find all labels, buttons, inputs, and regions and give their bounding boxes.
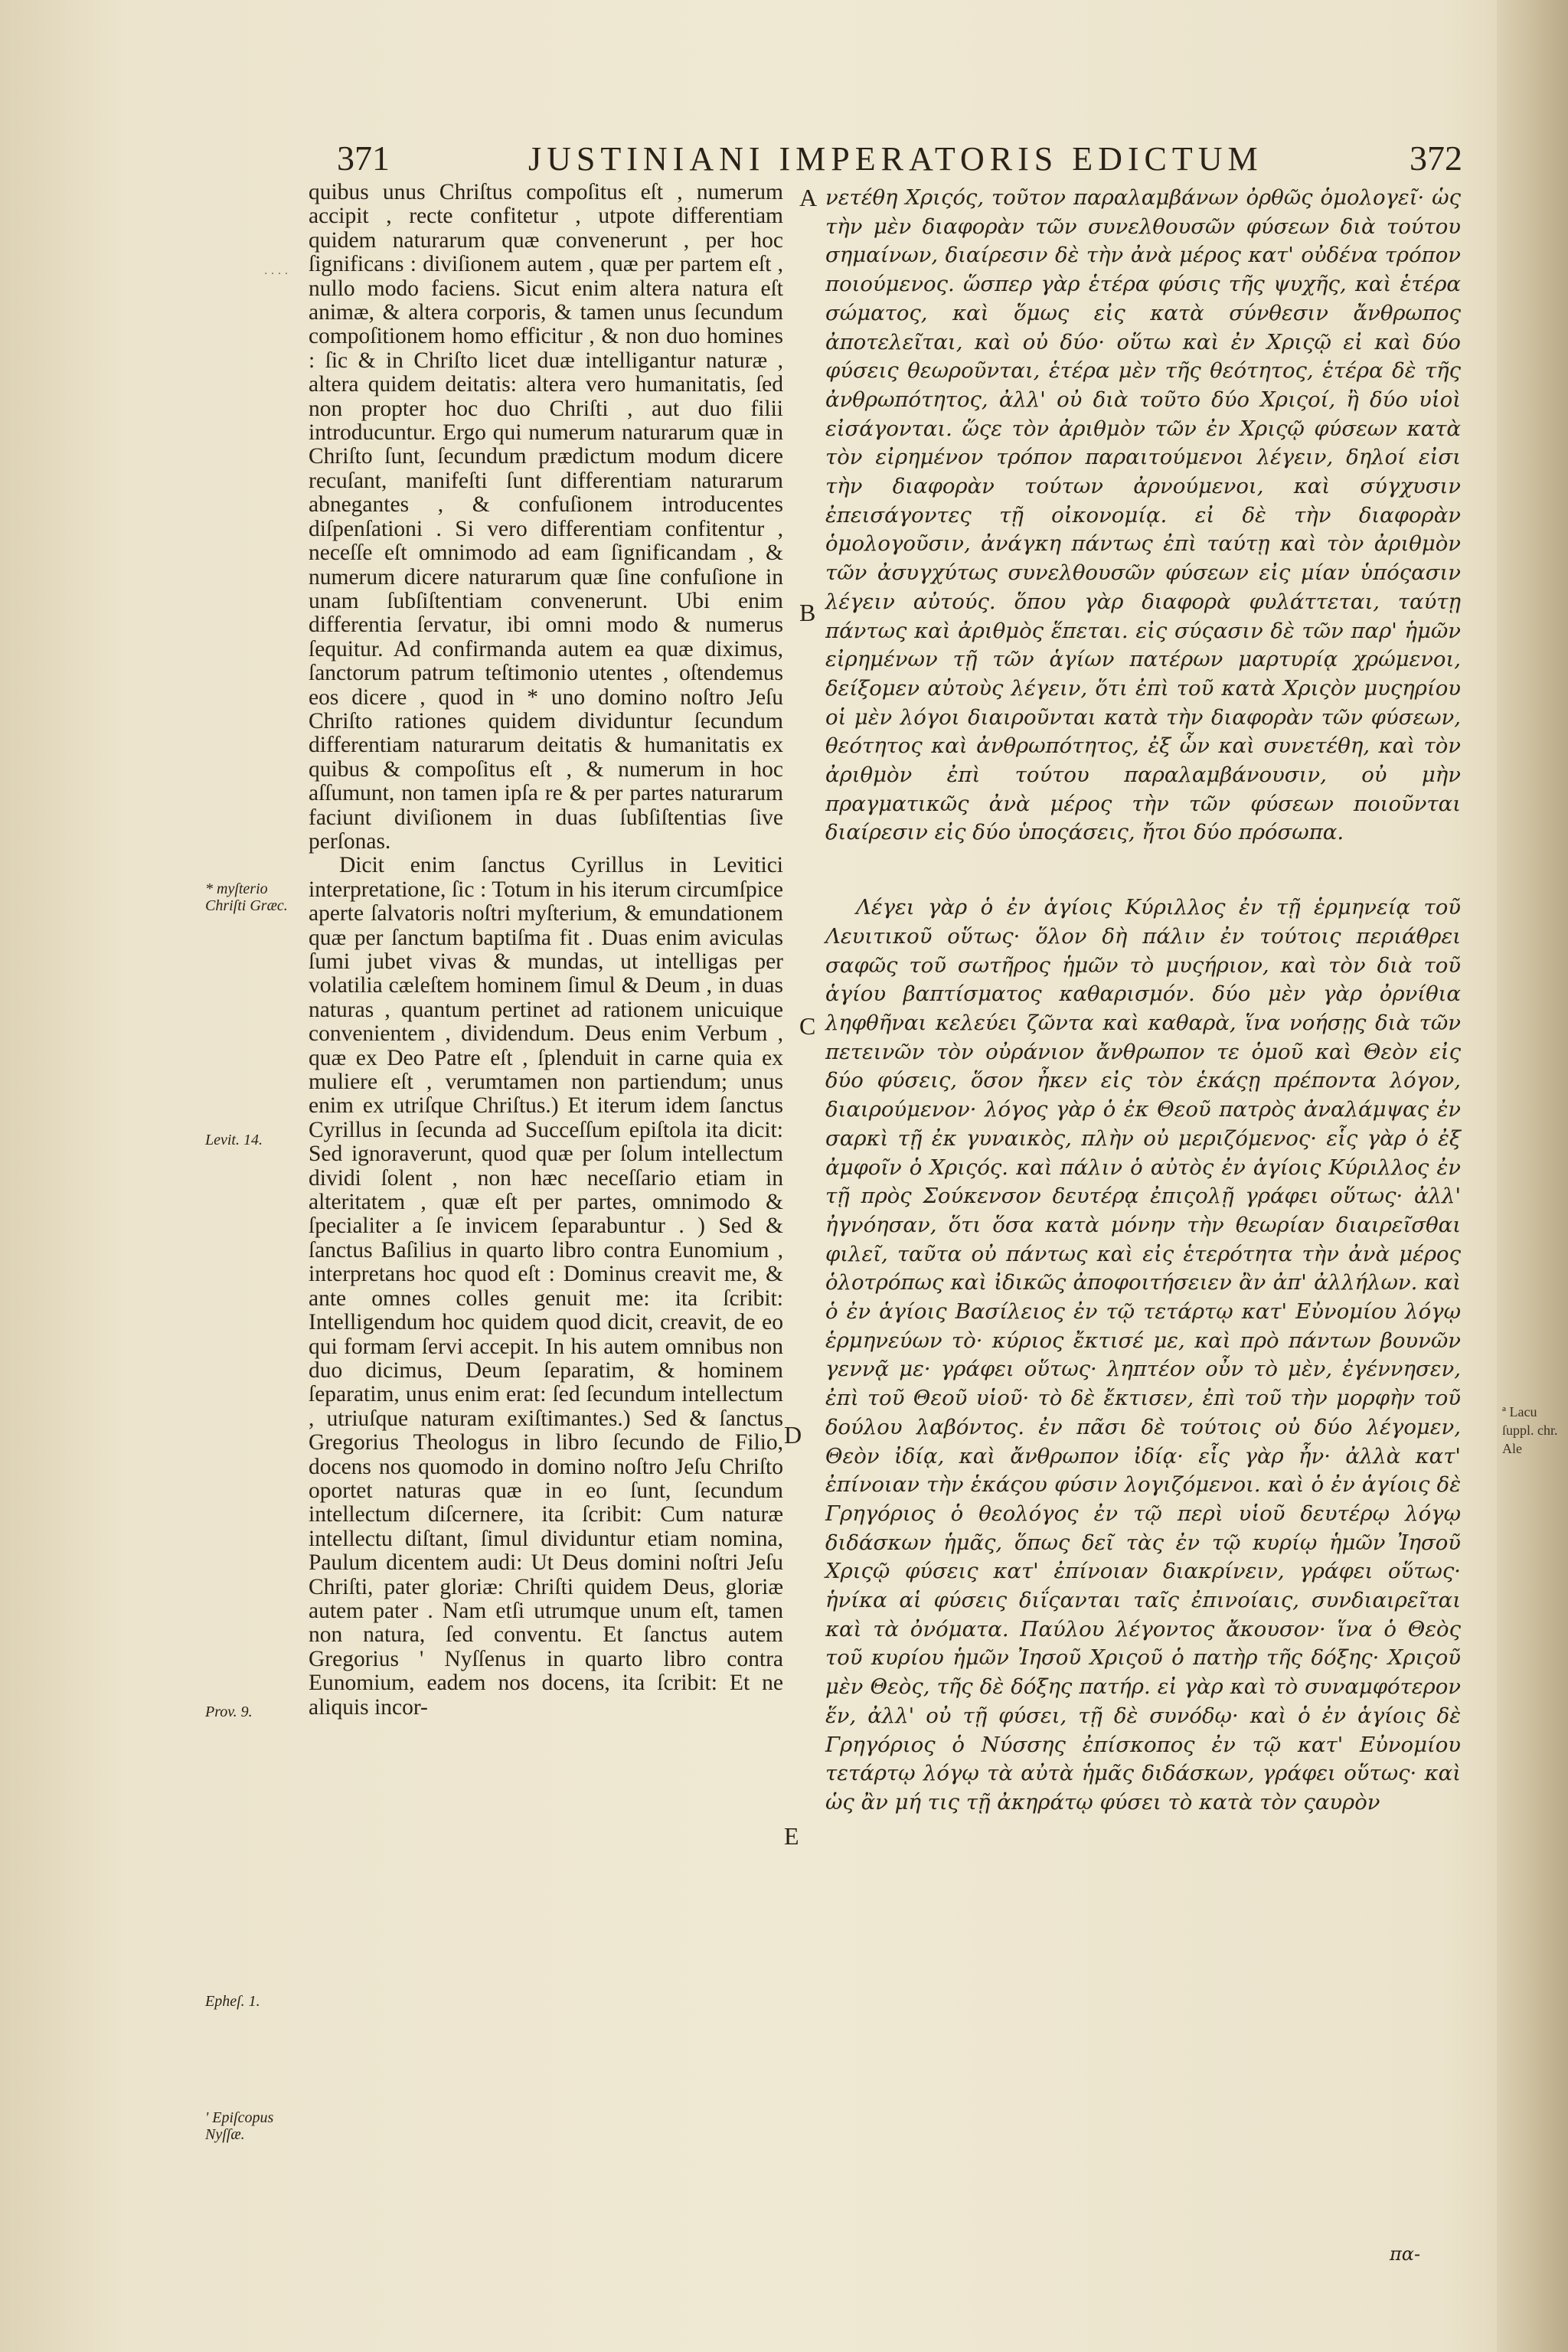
section-letter-c: C [799, 1012, 816, 1040]
greek-paragraph: νετέθη Χριςός, τοῦτον παραλαμβάνων ὀρθῶς ὁμολογεῖ· ὡς τὴν μὲν διαφορὰν τῶν συνελθουσῶν φύσεων διὰ τούτου σημαίνων, διαίρεσιν δὲ τὴν ἀνὰ μέρος κατ' οὐδένα τρόπον ποιούμενος. ὥσπερ γὰρ ἑτέρα φύσις τῆς ψυχῆς, καὶ ἑτέρα σώματος, καὶ ὅμως εἰς κατὰ σύνθεσιν ἄνθρωπος ἀποτελεῖται, καὶ οὐ δύο· οὕτω καὶ ἐν Χριςῷ εἰ καὶ δύο φύσεις θεωροῦνται, ἑτέρα μὲν τῆς θεότητος, ἑτέρα δὲ τῆς ἀνθρωπότητος, ἀλλ' οὐ διὰ τοῦτο δύο Χριςοί, ἢ δύο υἱοὶ εἰσάγονται. ὥςε τὸν ἀριθμὸν τῶν ἐν Χριςῷ φύσεων κατὰ τὸν εἰρημένον τρόπον παραιτούμενοι λέγειν, δηλοί εἰσι τὴν διαφορὰν τούτων ἀρνούμενοι, καὶ σύγχυσιν ἐπεισάγοντες τῇ οἰκονομίᾳ. εἰ δὲ τὴν διαφορὰν ὁμολογοῦσιν, ἀνάγκη πάντως ἐπὶ ταύτῃ καὶ τὸν ἀριθμὸν τῶν ἀσυγχύτως συνελθουσῶν φύσεων εἰς μίαν ὑπόςασιν λέγειν αὐτούς. ὅπου γὰρ διαφορὰ φυλάττεται, ταύτῃ πάντως καὶ ἀριθμὸς ἕπεται. εἰς σύςασιν δὲ τῶν παρ' ἡμῶν εἰρημένων τῇ τῶν ἁγίων πατέρων μαρτυρίᾳ χρώμενοι, δείξομεν αὐτοὺς λέγειν, ὅτι ἐπὶ τοῦ κατὰ Χριςὸν μυςηρίου οἱ μὲν λόγοι διαιροῦνται κατὰ τὴν διαφορὰν τῶν φύσεων, θεότητος καὶ ἀνθρωπότητος, ἐξ ὧν καὶ συνετέθη, καὶ τὸν ἀριθμὸν ἐπὶ τούτου παραλαμβάνουσιν, οὐ μὴν πραγματικῶς ἀνὰ μέρος τὴν τῶν φύσεων ποιοῦνται διαίρεσιν εἰς δύο ὑποςάσεις, ἤτοι δύο πρόσωπα. [825, 185, 1461, 845]
latin-paragraph: Dicit enim ſanctus Cyrillus in Levitici interpretatione, ſic : Totum in his iterum circumſpice aperte ſalvatoris noſtri myſterium, & emundationem quæ per ſanctum baptiſma fit . Duas enim aviculas ſumi jubet vivas & mundas, ut intelligas per volatilia cæleſtem hominem ſimul & Deum , in duas naturas , quantum pertinet ad rationem unicuique convenientem , dividendum. Deus enim Verbum , quæ ex Deo Patre eſt , ſplenduit in carne quia ex muliere eſt , verumtamen non partiendum; unus enim ex utriſque Chriſtus.) Et iterum idem ſanctus Cyrillus in ſecunda ad Succeſſum epiſtola ita dicit: Sed ignoraverunt, quod quæ per ſolum intellectum dividi ſolent , non hæc neceſſario etiam in alteritatem , quæ eſt per partes, omnimodo & ſpecialiter a ſe invicem ſeparabuntur . ) Sed & ſanctus Baſilius in quarto libro contra Eunomium , interpretans hoc quod eſt : Dominus creavit me, & ante omnes colles genuit me: ita ſcribit: Intelligendum hoc quidem quod dicit, creavit, de eo qui formam ſervi accepit. In his autem omnibus non duo dicimus, Deum ſeparatim, & hominem ſeparatim, unus enim erat: ſed ſecundum intellectum , utriuſque naturam exiſtimantes.) Sed & ſanctus Gregorius Theologus in libro ſecundo de Filio, docens nos quomodo in domino noſtro Jeſu Chriſto oportet naturas quæ in eo ſunt, ſecundum intellectum diſcernere, ita ſcribit: Cum naturæ intellectu diſtant, ſimul dividuntur etiam nomina, Paulum dicentem audi: Ut Deus domini noſtri Jeſu Chriſti, pater gloriæ: Chriſti quidem Deus, gloriæ autem pater . Nam etſi utrumque unum eſt, tamen non natura, ſed conventu. Et ſanctus autem Gregorius ' Nyſſenus in quarto libro contra Eunomium, eadem nos docens, ita ſcribit: Et ne aliquis incor- [309, 853, 783, 1720]
latin-column [309, 181, 783, 1720]
greek-paragraph: Λέγει γὰρ ὁ ἐν ἁγίοις Κύριλλος ἐν τῇ ἑρμηνείᾳ τοῦ Λευιτικοῦ οὕτως· ὅλον δὴ πάλιν ἐν τούτοις περιάθρει σαφῶς τοῦ σωτῆρος ἡμῶν τὸ μυςήριον, καὶ τὸν διὰ τοῦ ἁγίου βαπτίσματος καθαρισμόν. δύο μὲν γὰρ ὀρνίθια ληφθῆναι κελεύει ζῶντα καὶ καθαρὰ, ἵνα νοήσῃς διὰ τῶν πετεινῶν τὸν οὐράνιον ἄνθρωπον τε ὁμοῦ καὶ Θεὸν εἰς δύο φύσεις, ὅσον ἦκεν εἰς τὸν ἑκάςῃ πρέποντα λόγον, διαιρούμενον· λόγος γὰρ ὁ ἐκ Θεοῦ πατρὸς ἀναλάμψας ἐν σαρκὶ τῇ ἐκ γυναικὸς, πλὴν οὐ μεριζόμενος· εἷς γὰρ ὁ ἐξ ἀμφοῖν ὁ Χριςός. καὶ πάλιν ὁ αὐτὸς ἐν ἁγίοις Κύριλλος ἐν τῇ πρὸς Σούκενσον δευτέρᾳ ἐπιςολῇ γράφει οὕτως· ἀλλ' ἠγνόησαν, ὅτι ὅσα κατὰ μόνην τὴν θεωρίαν διαιρεῖσθαι φιλεῖ, ταῦτα οὐ πάντως καὶ εἰς ἑτερότητα τὴν ἀνὰ μέρος ὁλοτρόπως καὶ ἰδικῶς ἀποφοιτήσειεν ἂν ἀπ' ἀλλήλων. καὶ ὁ ἐν ἁγίοις Βασίλειος ἐν τῷ τετάρτῳ κατ' Εὐνομίου λόγῳ ἑρμηνεύων τὸ· κύριος ἔκτισέ με, καὶ πρὸ πάντων βουνῶν γεννᾷ με· γράφει οὕτως· ληπτέον οὖν τὸ μὲν, ἐγέννησεν, ἐπὶ τοῦ Θεοῦ υἱοῦ· τὸ δὲ ἔκτισεν, ἐπὶ τοῦ τὴν μορφὴν τοῦ δούλου λαβόντος. ἐν πᾶσι δὲ τούτοις οὐ δύο λέγομεν, Θεὸν ἰδίᾳ, καὶ ἄνθρωπον ἰδίᾳ· εἷς γὰρ ἦν· ἀλλὰ κατ' ἐπίνοιαν τὴν ἑκάςου φύσιν λογιζόμενοι. καὶ ὁ ἐν ἁγίοις δὲ Γρηγόριος ὁ θεολόγος ἐν τῷ περὶ υἱοῦ δευτέρῳ λόγῳ διδάσκων ἡμᾶς, ὅπως δεῖ τὰς ἐν τῷ κυρίῳ ἡμῶν Ἰησοῦ Χριςῷ φύσεις κατ' ἐπίνοιαν διακρίνειν, γράφει οὕτως· ἡνίκα αἱ φύσεις διΐςανται ταῖς ἐπινοίαις, συνδιαιρεῖται καὶ τὰ ὀνόματα. Παύλου λέγοντος ἄκουσον· ἵνα ὁ Θεὸς τοῦ κυρίου ἡμῶν Ἰησοῦ Χριςοῦ ὁ πατὴρ τῆς δόξης· Χριςοῦ μὲν Θεὸς, τῆς δὲ δόξης πατήρ. εἰ γὰρ καὶ τὸ συναμφότερον ἕν, ἀλλ' οὐ τῇ φύσει, τῇ δὲ συνόδῳ· καὶ ὁ ἐν ἁγίοις δὲ Γρηγόριος ὁ Νύσσης ἐπίσκοπος ἐν τῷ κατ' Εὐνομίου τετάρτῳ λόγῳ τὰ αὐτὰ ἡμᾶς διδάσκων, γράφει οὕτως· καὶ ὡς ἂν μή τις τῇ ἀκηράτῳ φύσει τὸ κατὰ τὸν ςαυρὸν [825, 895, 1461, 1815]
latin-paragraph: quibus unus Chriſtus compoſitus eſt , numerum accipit , recte confitetur , utpote differentiam quidem naturarum quæ convenerunt , per hoc ſignificans : diviſionem autem , quæ per partem eſt , nullo modo faciens. Sicut enim altera natura eſt animæ, & altera corporis, & tamen unus ſecundum compoſitionem homo efficitur , & non duo homines : ſic & in Chriſto licet duæ intelligantur naturæ , altera quidem deitatis: altera vero humanitatis, ſed non propter hoc duo Chriſti , aut duo filii introducuntur. Ergo qui numerum naturarum quæ in Chriſto ſunt, ſecundum prædictum modum dicere recuſant, manifeſti ſunt differentiam naturarum abnegantes , & confuſionem introducentes diſpenſationi . Si vero differentiam confitentur , neceſſe eſt omnimodo ad eam ſignificandam , & numerum dicere naturarum quæ ſine confuſione in unam ſubſiſtentiam convenerunt. Ubi enim differentia ſervatur, ibi omni modo & numerus ſequitur. Ad confirmanda autem ea quæ diximus, ſanctorum patrum teſtimonio utentes , oſtendemus eos dicere , quod in * uno domino noſtro Jeſu Chriſto rationes quidem dividuntur ſecundum differentiam naturarum deitatis & humanitatis ex quibus & compoſitus eſt , & numerum in hoc aſſumunt, non tamen ipſa re & per partes naturarum faciunt diviſionem in duas ſubſiſtentias ſive perſonas. [309, 180, 783, 854]
section-letter-d: D [784, 1421, 802, 1449]
page-number-left: 371 [337, 139, 390, 178]
margin-note-episcopus: ' Epiſcopus Nyſſæ. [205, 2109, 274, 2143]
margin-dots: · · · · [264, 268, 289, 280]
margin-note-levit: Levit. 14. [205, 1132, 263, 1148]
margin-note-right: ª Lacu ſuppl. chr. Ale [1502, 1404, 1558, 1456]
running-header [329, 138, 1462, 184]
section-letter-a: A [799, 184, 818, 211]
margin-note-mysterio: * myſterio Chriſti Græc. [205, 880, 288, 914]
page-number-right: 372 [1410, 139, 1462, 178]
section-letter-e: E [784, 1822, 799, 1850]
greek-column [825, 184, 1461, 1818]
catchword: πα- [1390, 2243, 1421, 2265]
margin-note-ephes: Epheſ. 1. [205, 1993, 260, 2010]
running-title: JUSTINIANI IMPERATORIS EDICTUM [528, 140, 1263, 178]
section-letter-b: B [799, 599, 816, 626]
facing-page-edge [1497, 0, 1568, 2352]
margin-note-prov: Prov. 9. [205, 1704, 253, 1720]
